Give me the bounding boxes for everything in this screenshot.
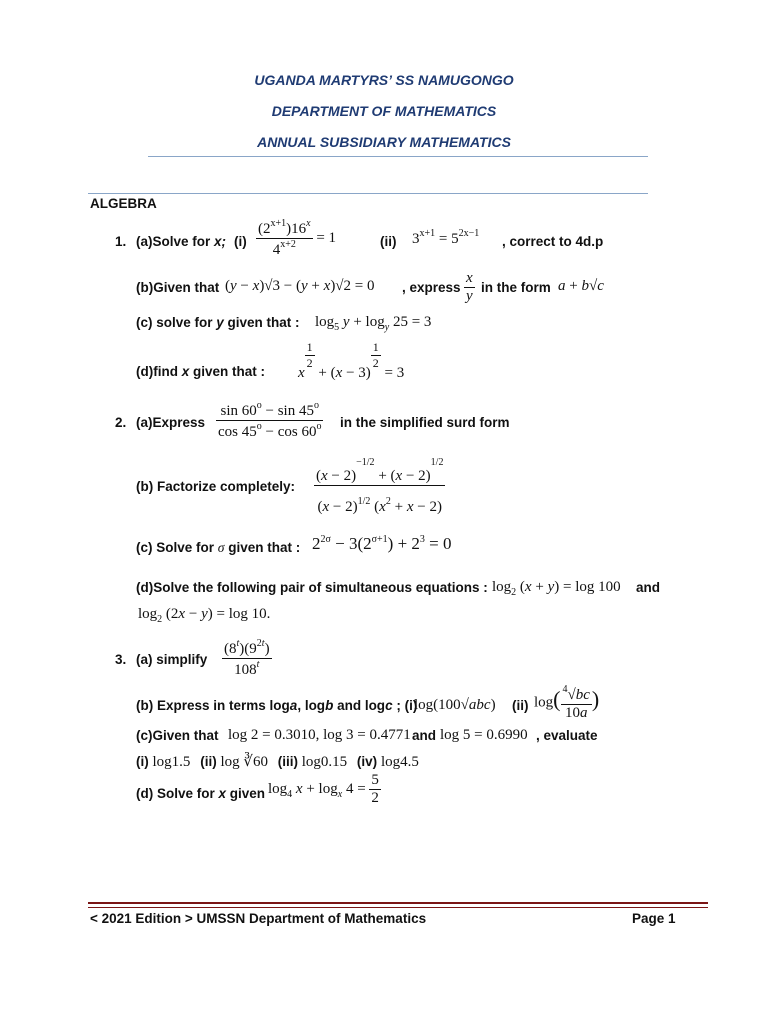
q1d-equation: x $\frac{1}{2}$ + (x − 3) $\frac{1}{2}$ = 3	[298, 340, 405, 381]
q3c-parts: (i) log1.5 (ii) log ∛60 (iii) log0.15 (iv) log4.5	[136, 754, 419, 770]
q1a-i-label: (i)	[234, 234, 247, 249]
q1a-label: (a)Solve for x;	[136, 234, 227, 249]
q3a-label: (a) simplify	[136, 652, 208, 667]
department-name: DEPARTMENT OF MATHEMATICS	[271, 103, 497, 119]
q3d-equation: $\log_4 x + \log_x 4$ = $\frac{5}{2}$	[268, 772, 379, 806]
q2b-label: (b) Factorize completely:	[136, 479, 296, 494]
q3c-evaluate: , evaluate	[536, 728, 598, 743]
q2d-equation-1: $\log_2 (x + y) = \log 100$	[492, 579, 621, 598]
q2c-label: (c) Solve for σ given that :	[136, 540, 301, 555]
q1d-label: (d)find x given that :	[136, 364, 266, 379]
q3c-given-values-1: log 2 = 0.3010, log 3 = 0.4771	[228, 727, 411, 743]
q1a-ii-note: , correct to 4d.p	[502, 234, 604, 249]
q3c-and: and	[412, 728, 437, 743]
q2a-suffix: in the simplified surd form	[340, 415, 510, 430]
q1-number: 1.	[115, 234, 127, 249]
q1b-label: (b)Given that	[136, 280, 220, 295]
q1b-form: a + b√c	[558, 278, 604, 294]
q3-number: 3.	[115, 652, 127, 667]
q2a-label: (a)Express	[136, 415, 206, 430]
q1a-ii-equation: $3^{x+1} = 5^{2x-1}$	[412, 228, 480, 247]
q2c-equation: $2^{2\sigma} - 3(2^{\sigma+1}) + 2^3 = 0$	[312, 534, 452, 553]
q3a-expression: $\frac{(8^t)(9^{2t})}{108^t}$	[224, 638, 270, 678]
q1b-form-label: in the form	[481, 280, 551, 295]
section-divider	[88, 193, 648, 194]
q3b-label: (b) Express in terms loga, logb and logc ; (i)	[136, 698, 418, 713]
section-title: ALGEBRA	[90, 196, 157, 211]
q1b-express: , express	[402, 280, 461, 295]
q1c-equation: $\log_5 y + \log_y 25 = 3$	[315, 314, 432, 333]
q3c-given-values-2: log 5 = 0.6990	[440, 727, 528, 743]
footer-edition: < 2021 Edition > UMSSN Department of Mathematics	[90, 911, 427, 926]
q3b-ii-expression: log( $\frac{^4√bc}{10a}$ )	[534, 684, 600, 721]
q2b-expression: $\frac{(x - 2)^{-1/2} + (x - 2)^{1/2}}{(x - 2)^{1/2} (x^2 + x - 2)}$	[314, 447, 445, 516]
header-divider	[148, 156, 648, 157]
q3d-label: (d) Solve for x given	[136, 786, 266, 801]
footer-rule-thick	[88, 902, 708, 904]
q1b-equation: (y − x)√3 − (y + x)√2 = 0	[225, 278, 375, 294]
subject-title: ANNUAL SUBSIDIARY MATHEMATICS	[257, 134, 511, 150]
page-number: Page 1	[632, 911, 676, 926]
q2-number: 2.	[115, 415, 127, 430]
q2d-label: (d)Solve the following pair of simultaneous equations :	[136, 580, 488, 595]
q1a-ii-label: (ii)	[380, 234, 397, 249]
q3b-i-expression: log(100√abc)	[414, 697, 496, 713]
q2d-equation-2: $\log_2 (2x - y) = \log 10$.	[138, 606, 271, 625]
q1c-label: (c) solve for y given that :	[136, 315, 300, 330]
q1b-fraction: $\frac{x}{y}$	[466, 270, 473, 304]
q3b-ii-label: (ii)	[512, 698, 529, 713]
q3c-label: (c)Given that	[136, 728, 219, 743]
q2d-and: and	[636, 580, 661, 595]
q2a-expression: $\frac{\sin 60^o - \sin 45^o}{\cos 45^o - \cos 60^o}$	[218, 400, 322, 440]
footer-rule-thin	[88, 907, 708, 908]
school-name: UGANDA MARTYRS’ SS NAMUGONGO	[254, 72, 514, 88]
q1a-i-equation: $\frac{(2^{x+1})16^x}{4^{x+2}}$ = 1	[258, 218, 337, 258]
